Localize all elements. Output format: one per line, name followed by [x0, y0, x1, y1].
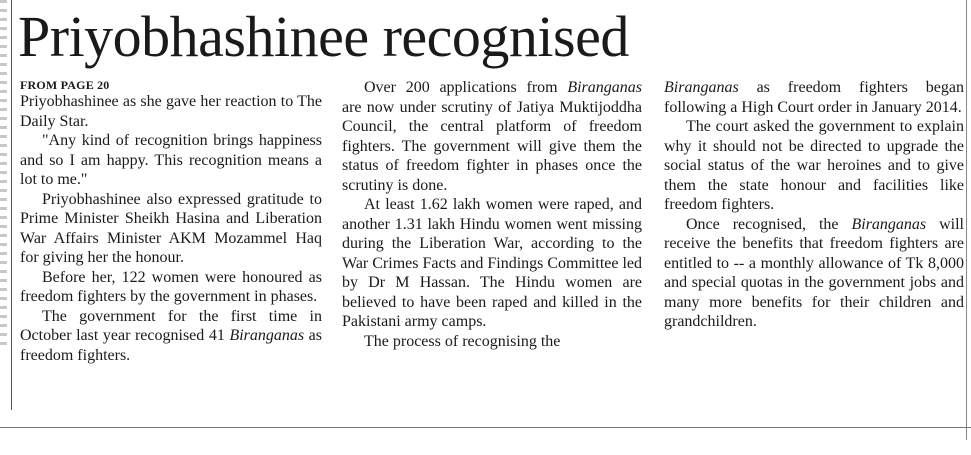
paragraph: The court asked the government to explain why it should not be directed to upgrade the social status of the war heroines and to give them the state honour and facilities like freedom fighters.: [664, 118, 964, 213]
right-column-rule: [966, 0, 967, 440]
term-biranganas: Biranganas: [664, 79, 739, 96]
paragraph: Priyobhashinee also expressed gratitude to Prime Minister Sheikh Hasina and Liberation War Affairs Minister AKM Mozammel Haq for giving her the honour.: [20, 190, 322, 266]
term-biranganas: Biranganas: [229, 327, 305, 344]
paragraph: Once recognised, the Biranganas will receive the benefits that freedom fighters are entitled to -- a monthly allowance of Tk 8,000 and special quotas in the government jobs and many more benefits for their children and grandchildren.: [664, 215, 965, 330]
article-column-2: [342, 78, 642, 351]
headline: Priyobhashinee recognised: [18, 4, 629, 69]
paragraph: The process of recognising the: [364, 332, 561, 350]
paragraph: At least 1.62 lakh women were raped, and another 1.31 lakh Hindu women went missing during the Liberation War, according to the War Crimes Facts and Findings Committee led by Dr M Hassan. The Hindu women are believed to have been raped and killed in the Pakistani army camps.: [342, 196, 643, 330]
article-column-3: [664, 78, 964, 332]
dateline: FROM PAGE 20: [20, 78, 110, 92]
term-biranganas: Biranganas: [567, 79, 642, 96]
article-column-1: [20, 78, 322, 365]
left-column-rule: [11, 0, 12, 410]
paragraph: "Any kind of recognition brings happiness and so I am happy. This recognition means a lot to me.": [20, 132, 322, 188]
paragraph: Priyobhashinee as she gave her reaction to The Daily Star.: [20, 93, 322, 130]
paragraph: Biranganas as freedom fighters began following a High Court order in January 2014.: [664, 79, 964, 116]
adjacent-page-edge: [0, 0, 7, 345]
paragraph: Over 200 applications from Biranganas are now under scrutiny of Jatiya Muktijoddha Council, the central platform of freedom fighters. The government will give them the status of freedom fighter in phases once the scrutiny is done.: [342, 79, 642, 194]
term-biranganas: Biranganas: [851, 215, 927, 233]
paragraph: The government for the first time in October last year recognised 41 Biranganas as freedom fighters.: [20, 307, 323, 364]
paragraph: Before her, 122 women were honoured as freedom fighters by the government in phases.: [20, 268, 322, 305]
bottom-divider: [0, 427, 971, 428]
